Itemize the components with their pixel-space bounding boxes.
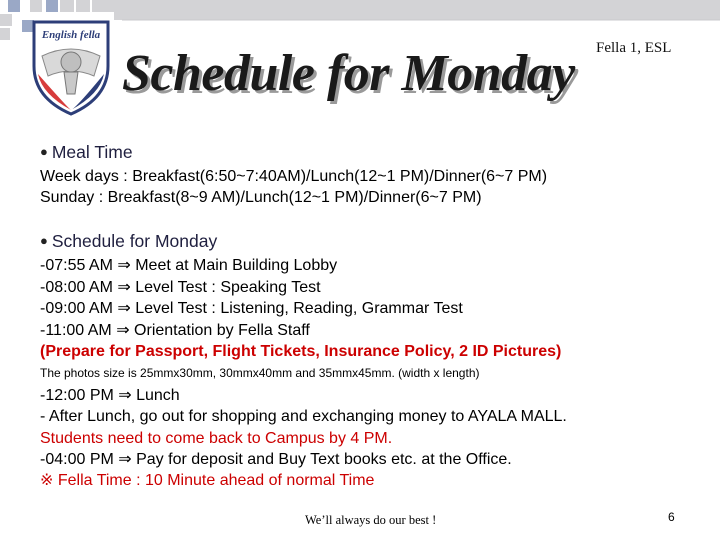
campus-return-note: Students need to come back to Campus by 4 PM. bbox=[40, 430, 393, 447]
page-title: Schedule for Monday bbox=[122, 45, 575, 102]
after-lunch-note: - After Lunch, go out for shopping and exchanging money to AYALA MALL. bbox=[40, 408, 567, 425]
schedule-heading-text: Schedule for Monday bbox=[51, 231, 218, 251]
schedule-line-1200: -12:00 PM ⇒ Lunch bbox=[40, 387, 180, 404]
fella-time-note: ※ Fella Time : 10 Minute ahead of normal Time bbox=[40, 472, 375, 489]
bullet-icon: ● bbox=[40, 233, 48, 248]
schedule-line-0400: -04:00 PM ⇒ Pay for deposit and Buy Text books etc. at the Office. bbox=[40, 451, 512, 468]
meal-time-heading bbox=[40, 143, 133, 162]
course-label: Fella 1, ESL bbox=[596, 40, 672, 56]
schedule-line-0900: -09:00 AM ⇒ Level Test : Listening, Reading, Grammar Test bbox=[40, 300, 463, 317]
footer-motto: We’ll always do our best ! bbox=[305, 513, 437, 527]
meal-weekdays: Week days : Breakfast(6:50~7:40AM)/Lunch(12~1 PM)/Dinner(6~7 PM) bbox=[40, 168, 548, 185]
bullet-icon: ● bbox=[40, 144, 48, 159]
meal-sunday: Sunday : Breakfast(8~9 AM)/Lunch(12~1 PM)/Dinner(6~7 PM) bbox=[40, 189, 482, 206]
logo-text: English fella bbox=[41, 29, 101, 41]
meal-heading-text: Meal Time bbox=[51, 142, 133, 162]
page-number: 6 bbox=[668, 510, 675, 524]
english-fella-logo bbox=[28, 16, 114, 116]
photo-size-note: The photos size is 25mmx30mm, 30mmx40mm and 35mmx45mm. (width x length) bbox=[40, 366, 480, 380]
schedule-heading bbox=[40, 232, 217, 251]
prepare-note: (Prepare for Passport, Flight Tickets, Insurance Policy, 2 ID Pictures) bbox=[40, 343, 562, 360]
schedule-line-0755: -07:55 AM ⇒ Meet at Main Building Lobby bbox=[40, 257, 338, 274]
schedule-line-0800: -08:00 AM ⇒ Level Test : Speaking Test bbox=[40, 279, 321, 296]
schedule-line-1100: -11:00 AM ⇒ Orientation by Fella Staff bbox=[40, 322, 310, 339]
